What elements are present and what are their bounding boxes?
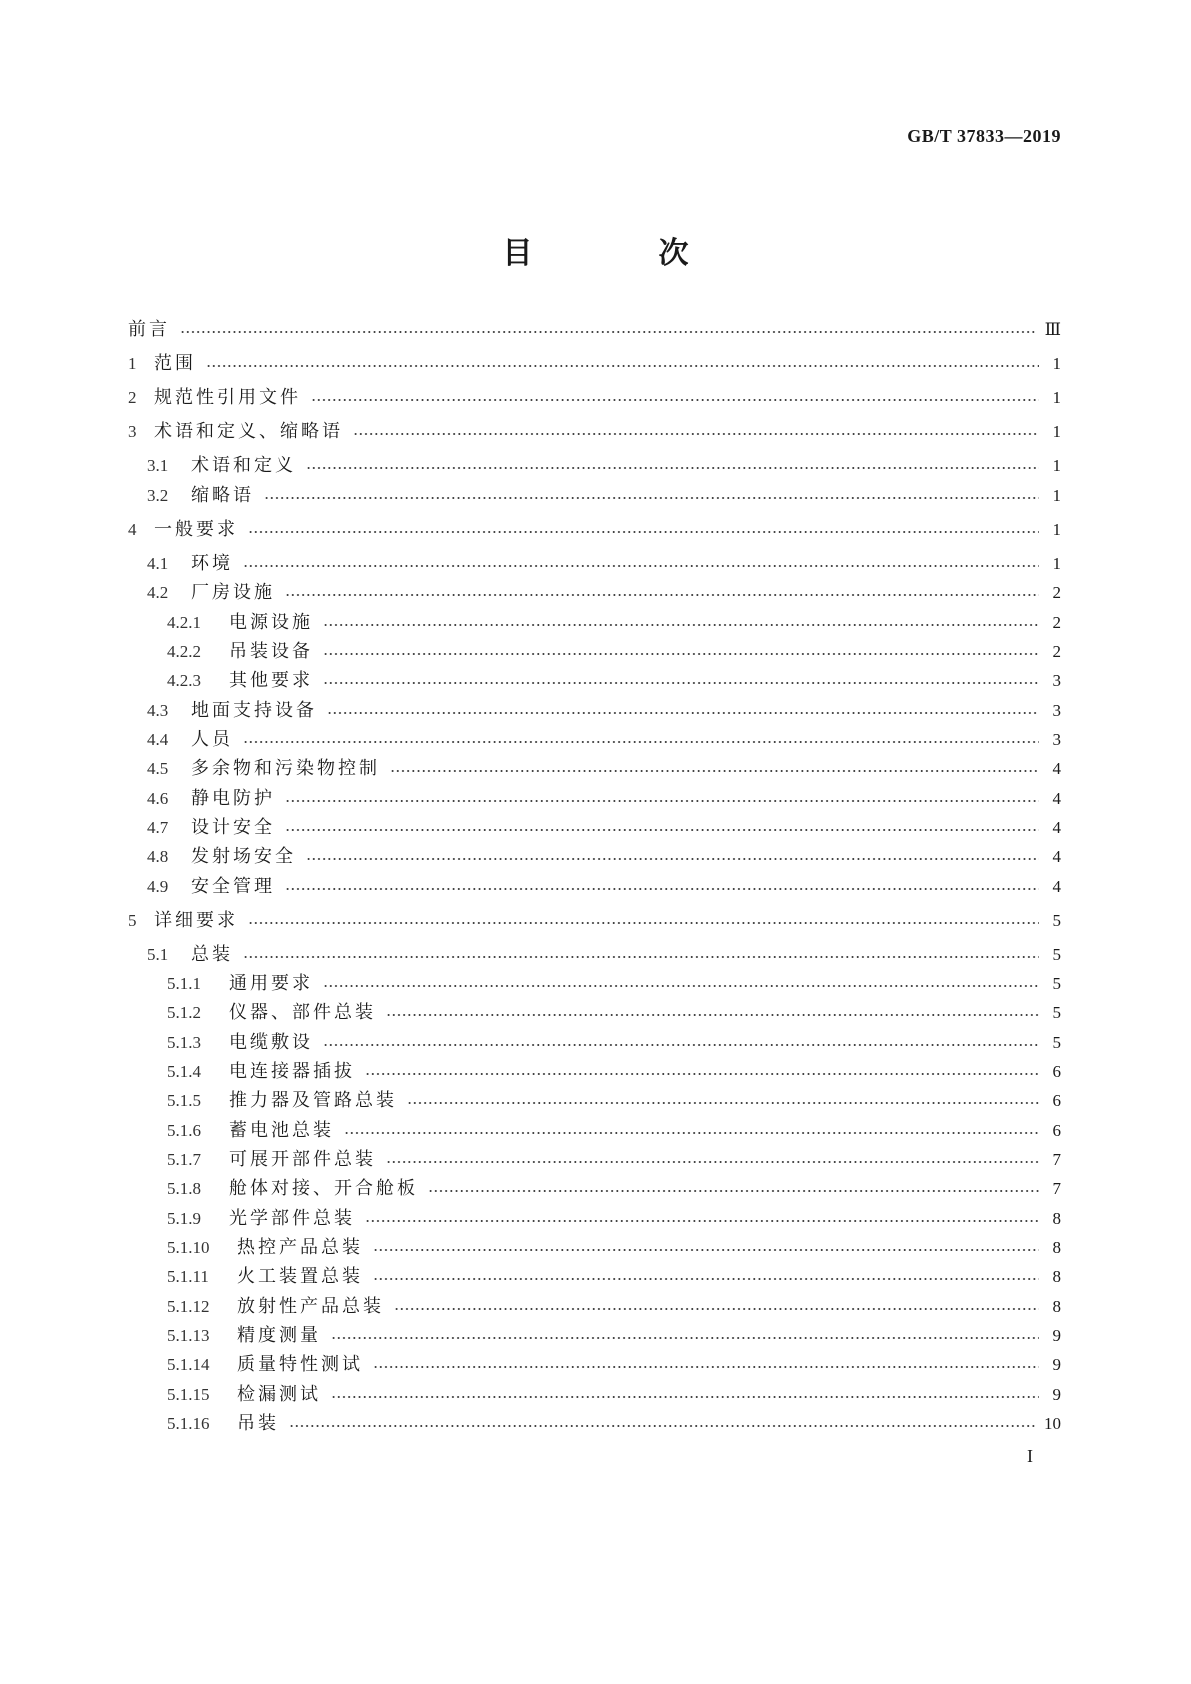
toc-entry[interactable] xyxy=(128,517,1061,543)
toc-entry[interactable] xyxy=(147,786,1061,812)
toc-entry-title: 蓄电池总装 xyxy=(229,1120,334,1141)
toc-entry-number: 4.2.3 xyxy=(167,671,201,690)
toc-entry-title: 精度测量 xyxy=(237,1325,321,1346)
toc-entry[interactable] xyxy=(147,874,1061,900)
toc-dot-leader xyxy=(248,908,1039,934)
toc-dot-leader xyxy=(386,1000,1039,1026)
toc-entry[interactable] xyxy=(167,1176,1061,1202)
toc-entry-page: 4 xyxy=(1052,877,1061,896)
toc-entry-title: 质量特性测试 xyxy=(237,1354,363,1375)
toc-dot-leader xyxy=(390,756,1039,782)
toc-entry-number: 5.1.1 xyxy=(167,974,201,993)
toc-entry-page: 10 xyxy=(1044,1414,1061,1433)
toc-entry[interactable] xyxy=(167,1088,1061,1114)
toc-entry[interactable] xyxy=(147,551,1061,577)
toc-entry-number: 5.1.7 xyxy=(167,1150,201,1169)
toc-entry-page: 5 xyxy=(1052,974,1061,993)
toc-entry-title: 仪器、部件总装 xyxy=(229,1002,376,1023)
toc-entry-number: 5 xyxy=(128,911,137,930)
toc-entry[interactable] xyxy=(167,1030,1061,1056)
toc-entry[interactable] xyxy=(147,483,1061,509)
toc-entry[interactable] xyxy=(167,1294,1061,1320)
toc-entry[interactable] xyxy=(147,727,1061,753)
toc-entry-page: 1 xyxy=(1052,388,1061,407)
toc-entry-title: 安全管理 xyxy=(191,876,275,897)
toc-dot-leader xyxy=(353,419,1039,445)
toc-entry-number: 4.4 xyxy=(147,730,169,749)
toc-entry[interactable] xyxy=(167,971,1061,997)
toc-entry[interactable] xyxy=(128,317,1061,343)
toc-entry-page: 1 xyxy=(1052,486,1061,505)
toc-dot-leader xyxy=(243,942,1039,968)
toc-entry[interactable] xyxy=(167,668,1061,694)
toc-entry-number: 2 xyxy=(128,388,137,407)
toc-entry-title: 缩略语 xyxy=(191,485,254,506)
toc-entry[interactable] xyxy=(147,844,1061,870)
toc-entry-page: 4 xyxy=(1052,847,1061,866)
toc-entry-number: 5.1.10 xyxy=(167,1238,210,1257)
toc-dot-leader xyxy=(323,668,1039,694)
toc-entry-page: 3 xyxy=(1052,671,1061,690)
toc-entry-number: 3.1 xyxy=(147,456,169,475)
toc-entry-page: 7 xyxy=(1052,1150,1061,1169)
toc-entry-page: 3 xyxy=(1052,701,1061,720)
toc-entry-number: 5.1.12 xyxy=(167,1297,210,1316)
toc-entry-page: 1 xyxy=(1052,520,1061,539)
toc-entry-page: 6 xyxy=(1052,1121,1061,1140)
toc-entry-page: 8 xyxy=(1052,1297,1061,1316)
toc-entry-title: 多余物和污染物控制 xyxy=(191,758,380,779)
toc-dot-leader xyxy=(373,1264,1039,1290)
toc-entry[interactable] xyxy=(167,1206,1061,1232)
toc-entry[interactable] xyxy=(167,1382,1061,1408)
toc-entry-title: 范围 xyxy=(154,353,196,374)
toc-entry-number: 5.1 xyxy=(147,945,169,964)
toc-entry[interactable] xyxy=(167,1323,1061,1349)
toc-dot-leader xyxy=(264,483,1039,509)
toc-entry-title: 其他要求 xyxy=(229,670,313,691)
toc-entry-number: 4.1 xyxy=(147,554,169,573)
toc-dot-leader xyxy=(331,1382,1039,1408)
toc-entry-page: 6 xyxy=(1052,1091,1061,1110)
toc-entry-number: 5.1.4 xyxy=(167,1062,201,1081)
toc-entry-page: 6 xyxy=(1052,1062,1061,1081)
toc-dot-leader xyxy=(373,1235,1039,1261)
toc-entry-title: 术语和定义、缩略语 xyxy=(154,421,343,442)
toc-entry-number: 4.2.1 xyxy=(167,613,201,632)
toc-entry-title: 厂房设施 xyxy=(191,582,275,603)
toc-entry[interactable] xyxy=(167,1235,1061,1261)
toc-entry[interactable] xyxy=(167,1264,1061,1290)
toc-entry-page: 5 xyxy=(1052,911,1061,930)
toc-entry[interactable] xyxy=(128,385,1061,411)
toc-entry-page: 1 xyxy=(1052,456,1061,475)
toc-dot-leader xyxy=(373,1352,1039,1378)
toc-entry[interactable] xyxy=(167,610,1061,636)
toc-entry-number: 4.6 xyxy=(147,789,169,808)
toc-entry-title: 热控产品总装 xyxy=(237,1237,363,1258)
toc-entry-number: 5.1.2 xyxy=(167,1003,201,1022)
toc-entry-number: 1 xyxy=(128,354,137,373)
toc-entry-number: 4.2.2 xyxy=(167,642,201,661)
toc-entry-title: 舱体对接、开合舱板 xyxy=(229,1178,418,1199)
toc-entry[interactable] xyxy=(167,1000,1061,1026)
toc-entry-title: 通用要求 xyxy=(229,973,313,994)
toc-dot-leader xyxy=(285,874,1039,900)
toc-entry-title: 检漏测试 xyxy=(237,1384,321,1405)
toc-entry-page: 9 xyxy=(1052,1326,1061,1345)
toc-entry-title: 设计安全 xyxy=(191,817,275,838)
toc-entry-title: 放射性产品总装 xyxy=(237,1296,384,1317)
toc-entry-number: 5.1.13 xyxy=(167,1326,210,1345)
toc-dot-leader xyxy=(327,698,1039,724)
toc-entry-page: 9 xyxy=(1052,1385,1061,1404)
toc-entry-page: 7 xyxy=(1052,1179,1061,1198)
toc-entry[interactable] xyxy=(147,698,1061,724)
toc-entry-number: 4.7 xyxy=(147,818,169,837)
toc-dot-leader xyxy=(323,1030,1039,1056)
toc-entry-number: 4.3 xyxy=(147,701,169,720)
toc-entry[interactable] xyxy=(147,756,1061,782)
toc-entry[interactable] xyxy=(147,942,1061,968)
toc-entry-number: 5.1.14 xyxy=(167,1355,210,1374)
standard-code: GB/T 37833—2019 xyxy=(907,126,1061,146)
toc-entry-title: 电源设施 xyxy=(229,612,313,633)
toc-entry-title: 总装 xyxy=(191,944,233,965)
toc-entry-title: 静电防护 xyxy=(191,788,275,809)
toc-dot-leader xyxy=(344,1118,1039,1144)
toc-dot-leader xyxy=(285,786,1039,812)
toc-entry-page: 9 xyxy=(1052,1355,1061,1374)
toc-entry-page: 4 xyxy=(1052,818,1061,837)
toc-entry-page: 1 xyxy=(1052,422,1061,441)
toc-entry-title: 环境 xyxy=(191,553,233,574)
toc-entry-page: 1 xyxy=(1052,554,1061,573)
page-number: I xyxy=(1027,1446,1033,1466)
toc-entry-page: 4 xyxy=(1052,759,1061,778)
toc-dot-leader xyxy=(331,1323,1039,1349)
toc-dot-leader xyxy=(206,351,1039,377)
toc-entry-page: 2 xyxy=(1052,642,1061,661)
toc-dot-leader xyxy=(248,517,1039,543)
toc-dot-leader xyxy=(289,1411,1036,1437)
toc-dot-leader xyxy=(394,1294,1039,1320)
toc-dot-leader xyxy=(311,385,1039,411)
toc-dot-leader xyxy=(243,551,1039,577)
toc-entry-page: 8 xyxy=(1052,1209,1061,1228)
toc-entry[interactable] xyxy=(128,908,1061,934)
toc-entry-number: 5.1.11 xyxy=(167,1267,209,1286)
toc-entry[interactable] xyxy=(167,639,1061,665)
toc-entry-title: 光学部件总装 xyxy=(229,1208,355,1229)
toc-entry-page: 2 xyxy=(1052,583,1061,602)
toc-dot-leader xyxy=(285,580,1039,606)
toc-dot-leader xyxy=(323,610,1039,636)
toc-entry-number: 5.1.16 xyxy=(167,1414,210,1433)
toc-dot-leader xyxy=(243,727,1039,753)
toc-entry-title: 可展开部件总装 xyxy=(229,1149,376,1170)
toc-entry-title: 一般要求 xyxy=(154,519,238,540)
toc-dot-leader xyxy=(407,1088,1039,1114)
toc-entry-title: 前言 xyxy=(128,319,170,340)
toc-entry-title: 电连接器插拔 xyxy=(229,1061,355,1082)
toc-entry[interactable] xyxy=(147,580,1061,606)
toc-entry-title: 发射场安全 xyxy=(191,846,296,867)
toc-entry-number: 5.1.9 xyxy=(167,1209,201,1228)
toc-entry[interactable] xyxy=(128,419,1061,445)
toc-entry-number: 3 xyxy=(128,422,137,441)
toc-entry-page: 2 xyxy=(1052,613,1061,632)
toc-entry-number: 5.1.15 xyxy=(167,1385,210,1404)
toc-entry-title: 地面支持设备 xyxy=(191,700,317,721)
toc-dot-leader xyxy=(285,815,1039,841)
toc-dot-leader xyxy=(323,639,1039,665)
toc-entry-page: 5 xyxy=(1052,1003,1061,1022)
toc-entry-number: 5.1.8 xyxy=(167,1179,201,1198)
toc-dot-leader xyxy=(306,844,1039,870)
toc-entry-number: 5.1.6 xyxy=(167,1121,201,1140)
toc-entry-number: 5.1.5 xyxy=(167,1091,201,1110)
toc-entry-page: 8 xyxy=(1052,1238,1061,1257)
toc-entry-page: 3 xyxy=(1052,730,1061,749)
toc-entry[interactable] xyxy=(128,351,1061,377)
toc-entry-title: 推力器及管路总装 xyxy=(229,1090,397,1111)
toc-entry-number: 4.5 xyxy=(147,759,169,778)
toc-entry-number: 4.2 xyxy=(147,583,169,602)
toc-dot-leader xyxy=(365,1059,1039,1085)
toc-entry-number: 5.1.3 xyxy=(167,1033,201,1052)
page-title: 目 次 xyxy=(502,236,737,271)
toc-entry[interactable] xyxy=(167,1147,1061,1173)
toc-entry-number: 4.9 xyxy=(147,877,169,896)
toc-dot-leader xyxy=(323,971,1039,997)
toc-dot-leader xyxy=(365,1206,1039,1232)
toc-entry-page: 4 xyxy=(1052,789,1061,808)
toc-entry-title: 火工装置总装 xyxy=(237,1266,363,1287)
toc-entry-page: 5 xyxy=(1052,1033,1061,1052)
toc-entry-title: 人员 xyxy=(191,729,233,750)
toc-entry[interactable] xyxy=(147,815,1061,841)
toc-entry[interactable] xyxy=(167,1059,1061,1085)
toc-entry-number: 4.8 xyxy=(147,847,169,866)
toc-dot-leader xyxy=(180,317,1037,343)
toc-entry-page: Ⅲ xyxy=(1044,320,1061,339)
toc-entry-title: 规范性引用文件 xyxy=(154,387,301,408)
toc-entry-title: 详细要求 xyxy=(154,910,238,931)
toc-entry[interactable] xyxy=(167,1118,1061,1144)
toc-entry-title: 术语和定义 xyxy=(191,455,296,476)
toc-dot-leader xyxy=(386,1147,1039,1173)
toc-entry-number: 3.2 xyxy=(147,486,169,505)
toc-dot-leader xyxy=(428,1176,1039,1202)
toc-entry-page: 5 xyxy=(1052,945,1061,964)
toc-entry[interactable] xyxy=(147,453,1061,479)
toc-entry-page: 1 xyxy=(1052,354,1061,373)
toc-entry-number: 4 xyxy=(128,520,137,539)
toc-dot-leader xyxy=(306,453,1039,479)
toc-entry[interactable] xyxy=(167,1352,1061,1378)
toc-entry[interactable] xyxy=(167,1411,1061,1437)
toc-entry-page: 8 xyxy=(1052,1267,1061,1286)
toc-entry-title: 吊装设备 xyxy=(229,641,313,662)
toc-entry-title: 吊装 xyxy=(237,1413,279,1434)
toc-entry-title: 电缆敷设 xyxy=(229,1032,313,1053)
